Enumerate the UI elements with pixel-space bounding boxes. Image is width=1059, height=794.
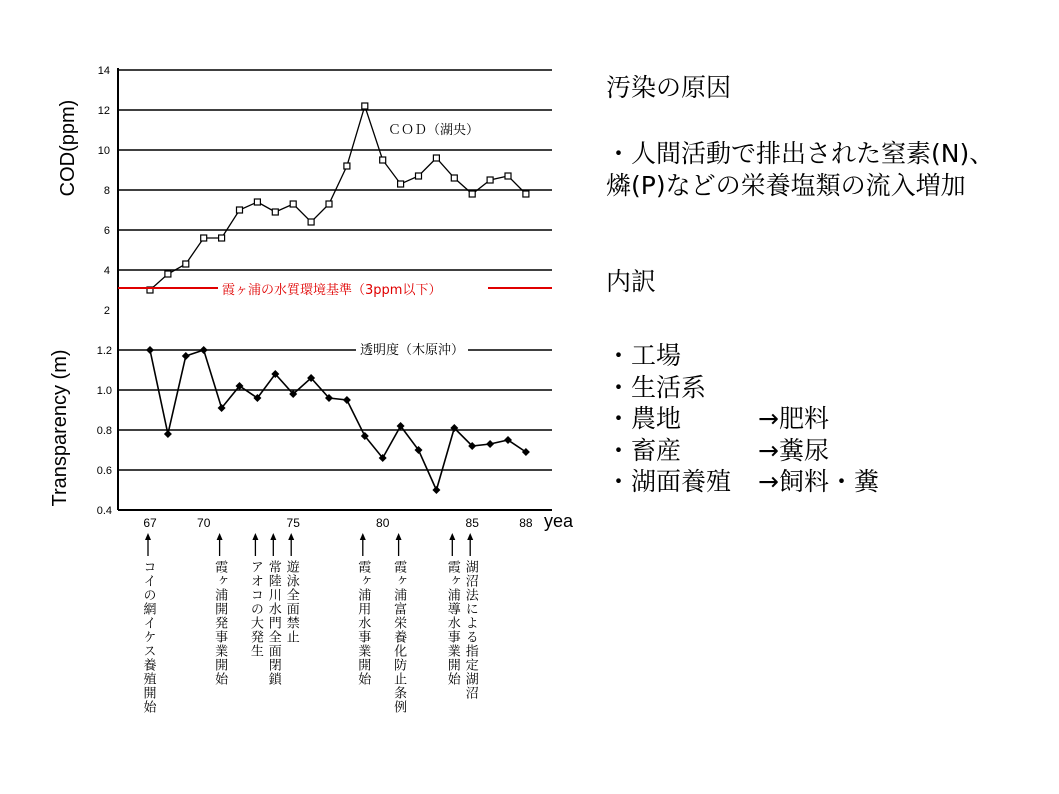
cod-point bbox=[254, 199, 260, 205]
x-axis-label: yea bbox=[544, 511, 574, 531]
x-tick-label: 70 bbox=[197, 516, 211, 530]
cod-series-label: ＣＯＤ（湖央） bbox=[388, 123, 480, 138]
transparency-point bbox=[146, 346, 154, 354]
transparency-point bbox=[486, 440, 494, 448]
transparency-point bbox=[164, 430, 172, 438]
cod-point bbox=[237, 207, 243, 213]
event-label: 霞ヶ浦富栄養化防止条例 bbox=[391, 560, 407, 714]
cod-point bbox=[326, 201, 332, 207]
cod-tick-label: 6 bbox=[103, 225, 110, 237]
cod-point bbox=[451, 175, 457, 181]
event-label: 霞ヶ浦導水事業開始 bbox=[444, 560, 460, 686]
event-label: 常陸川水門全面閉鎖 bbox=[265, 560, 281, 686]
cod-point bbox=[344, 163, 350, 169]
cod-point bbox=[416, 173, 422, 179]
event-label: アオコの大発生 bbox=[247, 560, 263, 658]
cod-point bbox=[469, 191, 475, 197]
transparency-point bbox=[200, 346, 208, 354]
cause-line-1: ・人間活動で排出された窒素(N)、 bbox=[606, 139, 995, 168]
breakdown-item-detail: →飼料・糞 bbox=[758, 467, 879, 496]
event-arrow-head bbox=[145, 533, 151, 540]
breakdown-item-detail: →肥料 bbox=[758, 404, 829, 433]
cod-point bbox=[398, 181, 404, 187]
cod-point bbox=[201, 235, 207, 241]
event-arrow-head bbox=[360, 533, 366, 540]
transparency-point bbox=[343, 396, 351, 404]
cod-tick-label: 4 bbox=[103, 265, 110, 277]
event-arrow-head bbox=[288, 533, 294, 540]
breakdown-item-name: ・湖面養殖 bbox=[606, 467, 732, 496]
x-tick-label: 80 bbox=[376, 516, 390, 530]
cod-point bbox=[487, 177, 493, 183]
breakdown-item-name: ・生活系 bbox=[606, 372, 707, 402]
transparency-series-label: 透明度（木原沖） bbox=[360, 343, 465, 358]
grid-lines bbox=[118, 70, 552, 470]
cod-tick-label: 10 bbox=[97, 145, 110, 157]
cod-tick-label: 14 bbox=[97, 65, 110, 77]
cod-axis-title: COD(ppm) bbox=[57, 99, 79, 197]
cod-point bbox=[523, 191, 529, 197]
event-arrow-head bbox=[270, 533, 276, 540]
cod-point bbox=[165, 271, 171, 277]
cod-point bbox=[219, 235, 225, 241]
transparency-axis-title: Transparency (m) bbox=[49, 349, 71, 507]
transparency-line bbox=[150, 350, 526, 490]
event-arrow-head bbox=[449, 533, 455, 540]
transparency-point bbox=[182, 352, 190, 360]
x-tick-label: 75 bbox=[286, 516, 300, 530]
reference-line-label: 霞ヶ浦の水質環境基準（3ppm以下） bbox=[222, 283, 442, 298]
cod-tick-label: 8 bbox=[103, 185, 110, 197]
cod-point bbox=[272, 209, 278, 215]
x-tick-label: 88 bbox=[519, 516, 533, 530]
transparency-tick-label: 1.2 bbox=[96, 345, 112, 357]
transparency-tick-label: 0.6 bbox=[96, 465, 112, 477]
event-arrow-head bbox=[396, 533, 402, 540]
event-label: 霞ヶ浦用水事業開始 bbox=[355, 560, 371, 686]
event-label: コイの網イケス養殖開始 bbox=[140, 560, 156, 714]
cause-line-2: 燐(P)などの栄養塩類の流入増加 bbox=[606, 171, 966, 200]
event-arrow-head bbox=[467, 533, 473, 540]
causes-heading: 汚染の原因 bbox=[606, 73, 732, 102]
cod-point bbox=[433, 155, 439, 161]
event-arrow-head bbox=[217, 533, 223, 540]
breakdown-heading: 内訳 bbox=[606, 267, 657, 296]
transparency-tick-label: 1.0 bbox=[96, 385, 112, 397]
cod-tick-label: 2 bbox=[103, 305, 110, 317]
breakdown-item-name: ・農地 bbox=[606, 404, 682, 433]
x-tick-label: 85 bbox=[465, 516, 479, 530]
cod-point bbox=[183, 261, 189, 267]
event-label: 湖沼法による指定湖沼 bbox=[462, 560, 478, 700]
cod-point bbox=[380, 157, 386, 163]
transparency-point bbox=[432, 486, 440, 494]
event-label: 霞ヶ浦開発事業開始 bbox=[212, 560, 228, 686]
event-label: 遊泳全面禁止 bbox=[283, 560, 299, 644]
breakdown-item-name: ・工場 bbox=[606, 341, 682, 370]
event-timeline bbox=[141, 533, 479, 714]
breakdown-item-name: ・畜産 bbox=[606, 435, 682, 465]
transparency-tick-label: 0.8 bbox=[96, 425, 112, 437]
transparency-tick-label: 0.4 bbox=[96, 505, 112, 517]
breakdown-item-detail: →糞尿 bbox=[758, 435, 829, 465]
cod-point bbox=[505, 173, 511, 179]
cod-point bbox=[362, 103, 368, 109]
cod-tick-label: 12 bbox=[97, 105, 110, 117]
x-tick-label: 67 bbox=[143, 516, 157, 530]
event-arrow-head bbox=[252, 533, 258, 540]
cod-point bbox=[290, 201, 296, 207]
cod-point bbox=[308, 219, 314, 225]
